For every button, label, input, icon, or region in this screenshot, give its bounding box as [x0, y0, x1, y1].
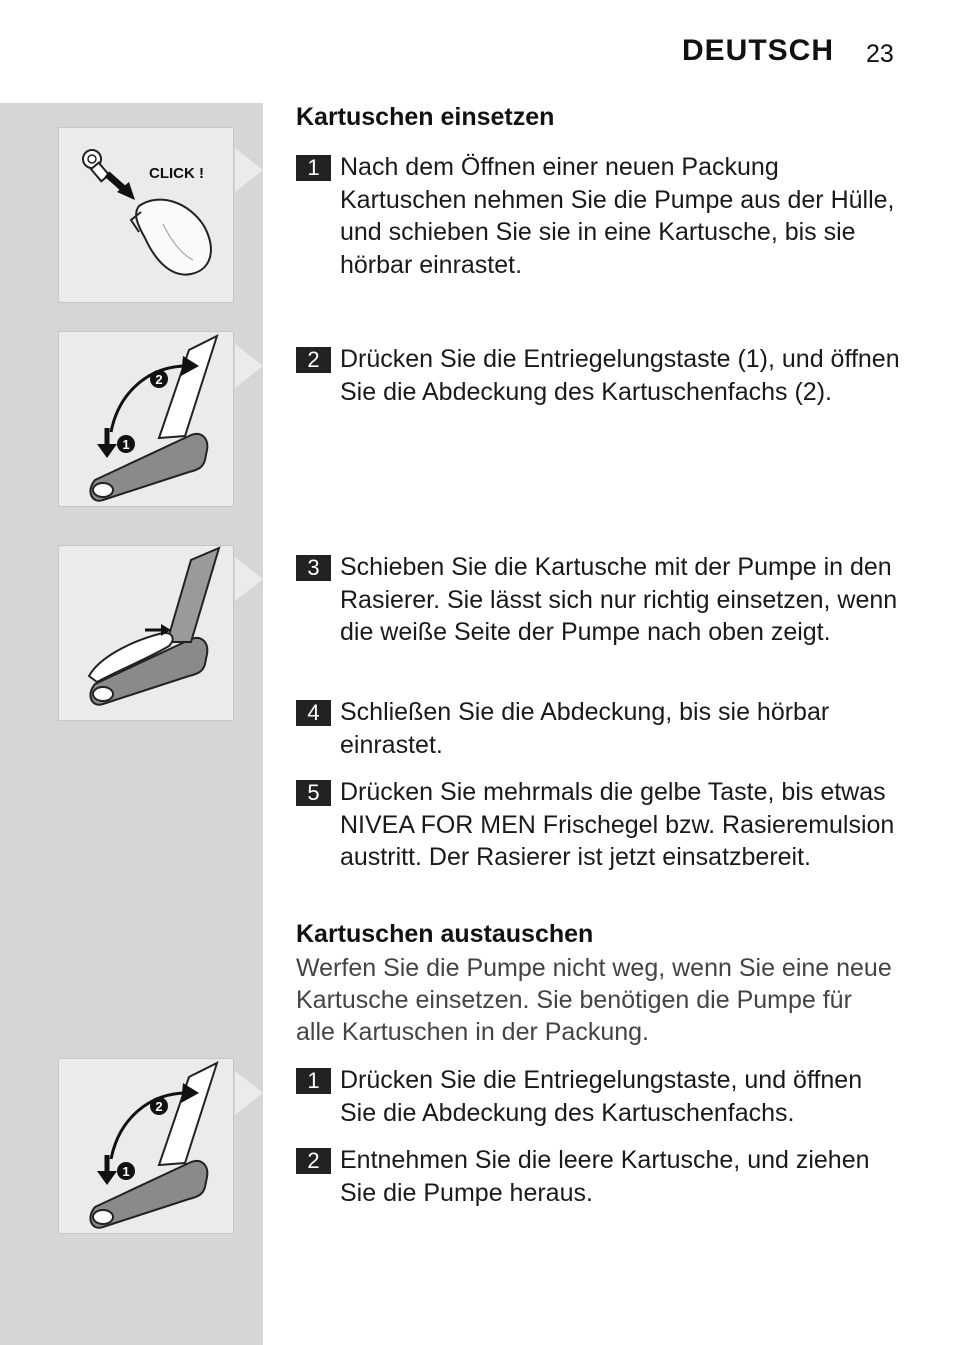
pump-cartridge-illustration: [59, 128, 235, 304]
figure-insert-cartridge: [58, 545, 234, 721]
step-number: 2: [296, 1148, 331, 1174]
step-number: 4: [296, 700, 331, 726]
figure-notch: [235, 1071, 263, 1115]
shaver-open-illustration: [59, 332, 235, 508]
shaver-cartridge-illustration: [59, 546, 235, 722]
figure-open-cover-replace: [58, 1058, 234, 1234]
svg-text:2: 2: [155, 372, 163, 387]
step-text: Entnehmen Sie die leere Kartusche, und ziehen Sie die Pumpe heraus.: [340, 1146, 870, 1207]
step-text: Drücken Sie mehrmals die gelbe Taste, bis etwas NIVEA FOR MEN Frischegel bzw. Rasieremulsion austritt. Der Rasierer ist jetzt einsatzbereit.: [340, 778, 895, 871]
page-number: 23: [866, 40, 894, 68]
intro-paragraph: Werfen Sie die Pumpe nicht weg, wenn Sie eine neue Kartusche einsetzen. Sie benötigen die Pumpe für alle Kartuschen in der Packung.: [296, 954, 892, 1046]
figure-notch: [235, 557, 263, 601]
step-number: 2: [296, 347, 331, 373]
svg-text:1: 1: [122, 1164, 130, 1179]
step-text: Schieben Sie die Kartusche mit der Pumpe in den Rasierer. Sie lässt sich nur richtig einsetzen, wenn die weiße Seite der Pumpe nach oben zeigt.: [340, 553, 898, 646]
shaver-open-illustration: [59, 1059, 235, 1235]
figure-open-cover: [58, 331, 234, 507]
step-number: 1: [296, 155, 331, 181]
svg-text:1: 1: [122, 437, 130, 452]
section-heading-insert: Kartuschen einsetzen: [296, 103, 555, 131]
step-number: 5: [296, 780, 331, 806]
click-label: CLICK !: [149, 165, 204, 182]
step-text: Drücken Sie die Entriegelungstaste (1), und öffnen Sie die Abdeckung des Kartuschenfachs (2).: [340, 345, 900, 406]
step-text: Drücken Sie die Entriegelungstaste, und öffnen Sie die Abdeckung des Kartuschenfachs.: [340, 1066, 863, 1127]
figure-insert-pump: [58, 127, 234, 303]
svg-text:2: 2: [155, 1099, 163, 1114]
figure-notch: [235, 344, 263, 388]
figure-notch: [235, 148, 263, 192]
section-heading-replace: Kartuschen austauschen: [296, 920, 594, 948]
step-number: 1: [296, 1068, 331, 1094]
language-header: DEUTSCH: [681, 34, 834, 67]
step-number: 3: [296, 555, 331, 581]
step-text: Schließen Sie die Abdeckung, bis sie hörbar einrastet.: [340, 698, 830, 759]
step-text: Nach dem Öffnen einer neuen Packung Kartuschen nehmen Sie die Pumpe aus der Hülle, und schieben Sie sie in eine Kartusche, bis sie hörbar einrastet.: [340, 153, 895, 279]
